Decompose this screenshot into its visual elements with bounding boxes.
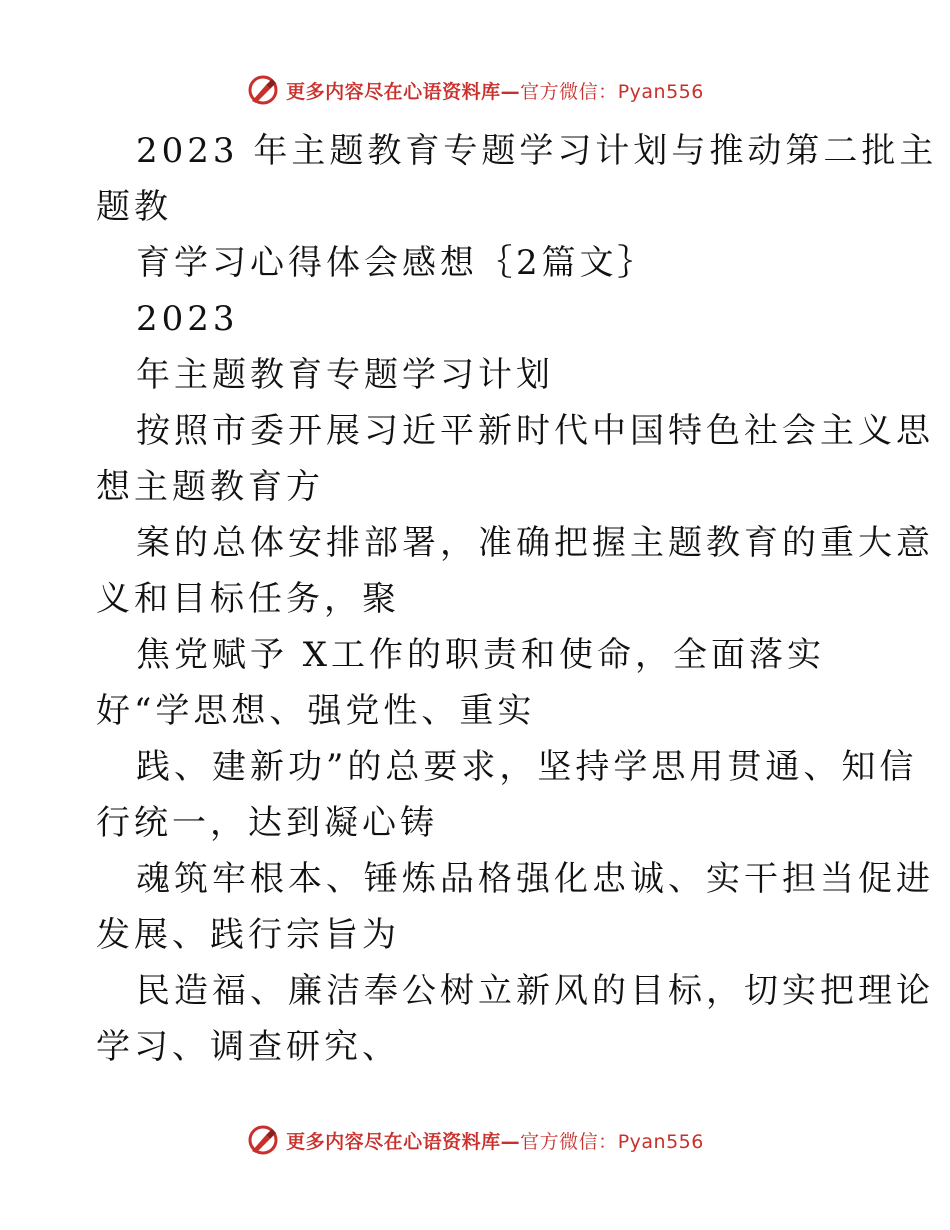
header-banner (0, 70, 950, 110)
text-line: 焦党赋予 X工作的职责和使命，全面落实 (136, 635, 826, 675)
text-line: 义和目标任务，聚 (96, 579, 400, 619)
banner-separator: — (500, 80, 521, 103)
text-line: 学习、调查研究、 (96, 1027, 400, 1067)
text-line: 行统一，达到凝心铸 (96, 803, 438, 843)
text-line: 题教 (96, 187, 172, 227)
text-line: 案的总体安排部署，准确把握主题教育的重大意 (136, 523, 934, 563)
text-line: 民造福、廉洁奉公树立新风的目标，切实把理论 (136, 971, 934, 1011)
banner-text (286, 77, 704, 104)
text-line: 魂筑牢根本、锤炼品格强化忠诚、实干担当促进 (136, 859, 934, 899)
text-line: 践、建新功”的总要求，坚持学思用贯通、知信 (136, 747, 918, 787)
pen-logo-icon (246, 73, 280, 107)
text-line: 发展、践行宗旨为 (96, 915, 400, 955)
text-line: 好“学思想、强党性、重实 (96, 691, 536, 731)
banner-official: 官方微信： (520, 1130, 618, 1153)
text-line: 2023 年主题教育专题学习计划与推动第二批主 (136, 131, 938, 171)
banner-text (286, 1127, 704, 1154)
text-line: 按照市委开展习近平新时代中国特色社会主义思 (136, 411, 934, 451)
text-line: 年主题教育专题学习计划 (136, 355, 554, 395)
banner-account: Pyan556 (617, 80, 704, 103)
banner-separator: — (500, 1130, 521, 1153)
banner-official: 官方微信： (520, 80, 618, 103)
banner-brand: 更多内容尽在心语资料库 (286, 1130, 501, 1153)
text-line: 2023 (136, 299, 239, 339)
footer-banner (0, 1120, 950, 1160)
text-line: 想主题教育方 (96, 467, 324, 507)
banner-brand: 更多内容尽在心语资料库 (286, 80, 501, 103)
banner-account: Pyan556 (617, 1130, 704, 1153)
document-body (96, 123, 938, 1075)
text-line: 育学习心得体会感想｛2篇文｝ (136, 243, 656, 283)
pen-logo-icon (246, 1123, 280, 1157)
